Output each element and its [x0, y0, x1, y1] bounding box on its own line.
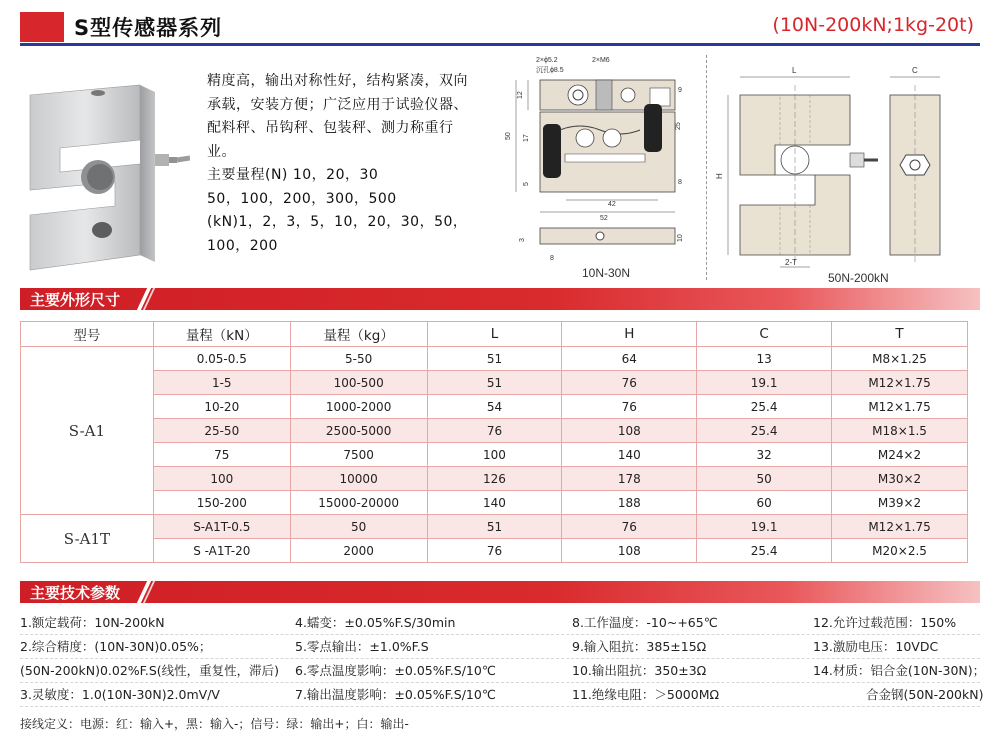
table-cell: 19.1: [697, 371, 832, 395]
table-cell: M24×2: [832, 443, 968, 467]
model-cell: S-A1: [21, 347, 154, 515]
description-line: 业。: [207, 143, 236, 160]
header: [0, 0, 1000, 50]
dim-label: 10: [677, 234, 684, 242]
param-item: 8.工作温度：-10~+65℃: [572, 615, 718, 630]
drawing-caption: 10N-30N: [582, 266, 631, 280]
row-divider: [20, 634, 980, 635]
description-line: 配料秤、吊钩秤、包装秤、测力称重行: [207, 120, 454, 136]
table-cell: 76: [562, 395, 697, 419]
dim-label: H: [715, 173, 724, 179]
table-cell: 32: [697, 443, 832, 467]
col-header: 型号: [21, 322, 154, 347]
description-line: 主要量程(N) 10，20，30: [207, 167, 379, 183]
table-cell: M12×1.75: [832, 515, 968, 539]
model-cell: S-A1T: [21, 515, 154, 563]
table-header-row: [21, 322, 968, 347]
table-cell: 140: [427, 491, 562, 515]
dim-label: 25: [675, 122, 682, 130]
table-cell: 50: [697, 467, 832, 491]
drawing-note: 2×ϕ5.2: [536, 57, 558, 64]
dim-label: 9: [678, 87, 682, 94]
table-cell: 10000: [290, 467, 427, 491]
param-item: 2.综合精度：(10N-30N)0.05%；: [20, 639, 212, 654]
title-range: (10N-200kN;1kg-20t): [772, 14, 974, 36]
param-row: [20, 637, 980, 661]
table-cell: 76: [562, 515, 697, 539]
dim-label: 2-T: [785, 258, 797, 267]
dim-label: 50: [505, 132, 512, 140]
param-item: 3.灵敏度：1.0(10N-30N)2.0mV/V: [20, 687, 220, 702]
table-cell: 140: [562, 443, 697, 467]
table-cell: 76: [427, 419, 562, 443]
param-item: (50N-200kN)0.02%F.S(线性，重复性，滞后): [20, 663, 280, 678]
param-item: 7.输出温度影响：±0.05%F.S/10℃: [295, 687, 496, 702]
table-cell: 1000-2000: [290, 395, 427, 419]
drawing-50n-200kn: [710, 55, 980, 285]
table-cell: S-A1T-0.5: [153, 515, 290, 539]
table-cell: M8×1.25: [832, 347, 968, 371]
drawing-note: 2×M6: [592, 57, 610, 64]
dimension-table: [20, 321, 968, 563]
table-row: [21, 371, 968, 395]
table-cell: 100: [153, 467, 290, 491]
param-item: 13.激励电压：10VDC: [813, 639, 939, 654]
param-item: 11.绝缘电阻：＞5000MΩ: [572, 687, 720, 702]
dim-label: 42: [608, 201, 616, 208]
table-cell: 108: [562, 539, 697, 563]
table-cell: 76: [427, 539, 562, 563]
table-cell: 126: [427, 467, 562, 491]
col-header: L: [427, 322, 562, 347]
section-header-dimensions: [20, 288, 980, 310]
table-cell: 0.05-0.5: [153, 347, 290, 371]
table-cell: M20×2.5: [832, 539, 968, 563]
param-row: [20, 613, 980, 637]
parameter-list: [20, 613, 986, 709]
table-cell: M30×2: [832, 467, 968, 491]
dim-label: 3: [519, 238, 526, 242]
dim-label: 8: [550, 255, 554, 262]
table-row: [21, 515, 968, 539]
dim-label: 8: [678, 179, 682, 186]
param-item: 14.材质：铝合金(10N-30N)；: [813, 663, 986, 678]
row-divider: [20, 706, 980, 707]
table-cell: 25.4: [697, 539, 832, 563]
table-cell: 51: [427, 347, 562, 371]
table-cell: 7500: [290, 443, 427, 467]
table-cell: 13: [697, 347, 832, 371]
product-photo: [20, 80, 190, 285]
table-cell: M12×1.75: [832, 371, 968, 395]
page-title: S型传感器系列: [74, 16, 223, 40]
table-row: [21, 467, 968, 491]
param-item: 合金钢(50N-200kN): [866, 687, 984, 702]
dim-label: L: [792, 66, 797, 75]
table-cell: 10-20: [153, 395, 290, 419]
table-row: [21, 491, 968, 515]
table-cell: 5-50: [290, 347, 427, 371]
dim-label: 52: [600, 215, 608, 222]
wiring-definition: 接线定义：电源：红：输入+，黑：输入-；信号：绿：输出+；白：输出-: [20, 717, 409, 731]
table-cell: 150-200: [153, 491, 290, 515]
table-cell: 25.4: [697, 395, 832, 419]
table-cell: 2500-5000: [290, 419, 427, 443]
table-cell: 25-50: [153, 419, 290, 443]
drawing-note: 沉孔ϕ8.5: [536, 67, 564, 74]
param-item: 1.额定载荷：10N-200kN: [20, 615, 165, 630]
param-item: 4.蠕变：±0.05%F.S/30min: [295, 615, 456, 630]
dim-label: C: [912, 66, 918, 75]
table-cell: M12×1.75: [832, 395, 968, 419]
table-row: [21, 395, 968, 419]
section-bar: [20, 581, 980, 603]
col-header: H: [562, 322, 697, 347]
description-line: 承载，安装方便；广泛应用于试验仪器、: [207, 96, 468, 113]
col-header: C: [697, 322, 832, 347]
table-cell: M18×1.5: [832, 419, 968, 443]
table-cell: S -A1T-20: [153, 539, 290, 563]
description-line: 精度高，输出对称性好，结构紧凑，双向: [207, 73, 468, 89]
table-cell: 60: [697, 491, 832, 515]
title-underline: [20, 43, 980, 46]
section-header-parameters: [20, 581, 980, 603]
table-cell: 64: [562, 347, 697, 371]
col-header: T: [832, 322, 968, 347]
table-cell: 25.4: [697, 419, 832, 443]
description-line: 100，200: [207, 237, 278, 254]
section-title: 主要外形尺寸: [30, 291, 121, 309]
dim-label: 5: [523, 182, 530, 186]
col-header: 量程（kN）: [153, 322, 290, 347]
table-cell: 15000-20000: [290, 491, 427, 515]
table-cell: 51: [427, 371, 562, 395]
drawing-divider: [706, 55, 707, 280]
table-cell: 51: [427, 515, 562, 539]
table-row: [21, 347, 968, 371]
table-cell: 1-5: [153, 371, 290, 395]
param-row: [20, 661, 986, 685]
table-cell: 188: [562, 491, 697, 515]
param-item: 5.零点输出：±1.0%F.S: [295, 639, 429, 654]
col-header: 量程（kg）: [290, 322, 427, 347]
table-row: [21, 443, 968, 467]
param-item: 10.输出阻抗：350±3Ω: [572, 663, 707, 678]
description-line: 50，100，200，300，500: [207, 190, 397, 207]
table-cell: 108: [562, 419, 697, 443]
table-row: [21, 539, 968, 563]
row-divider: [20, 682, 980, 683]
table-cell: 54: [427, 395, 562, 419]
drawing-caption: 50N-200kN: [828, 271, 889, 285]
param-item: 9.输入阻抗：385±15Ω: [572, 639, 707, 654]
description-line: (kN)1，2，3，5，10，20，30，50，: [207, 214, 468, 230]
drawing-10n-30n: [500, 50, 700, 280]
dim-label: 17: [523, 134, 530, 142]
dim-label: 12: [517, 91, 524, 99]
table-cell: 100: [427, 443, 562, 467]
title-accent: [20, 12, 64, 42]
table-cell: 75: [153, 443, 290, 467]
table-row: [21, 419, 968, 443]
param-row: [20, 685, 984, 709]
section-bar: [20, 288, 980, 310]
table-cell: 2000: [290, 539, 427, 563]
table-cell: M39×2: [832, 491, 968, 515]
row-divider: [20, 658, 980, 659]
table-cell: 100-500: [290, 371, 427, 395]
description: [207, 70, 477, 258]
section-title: 主要技术参数: [30, 584, 121, 602]
param-item: 12.允许过载范围：150%: [813, 615, 957, 630]
param-item: 6.零点温度影响：±0.05%F.S/10℃: [295, 663, 496, 678]
table-cell: 178: [562, 467, 697, 491]
table-cell: 76: [562, 371, 697, 395]
table-cell: 50: [290, 515, 427, 539]
table-cell: 19.1: [697, 515, 832, 539]
